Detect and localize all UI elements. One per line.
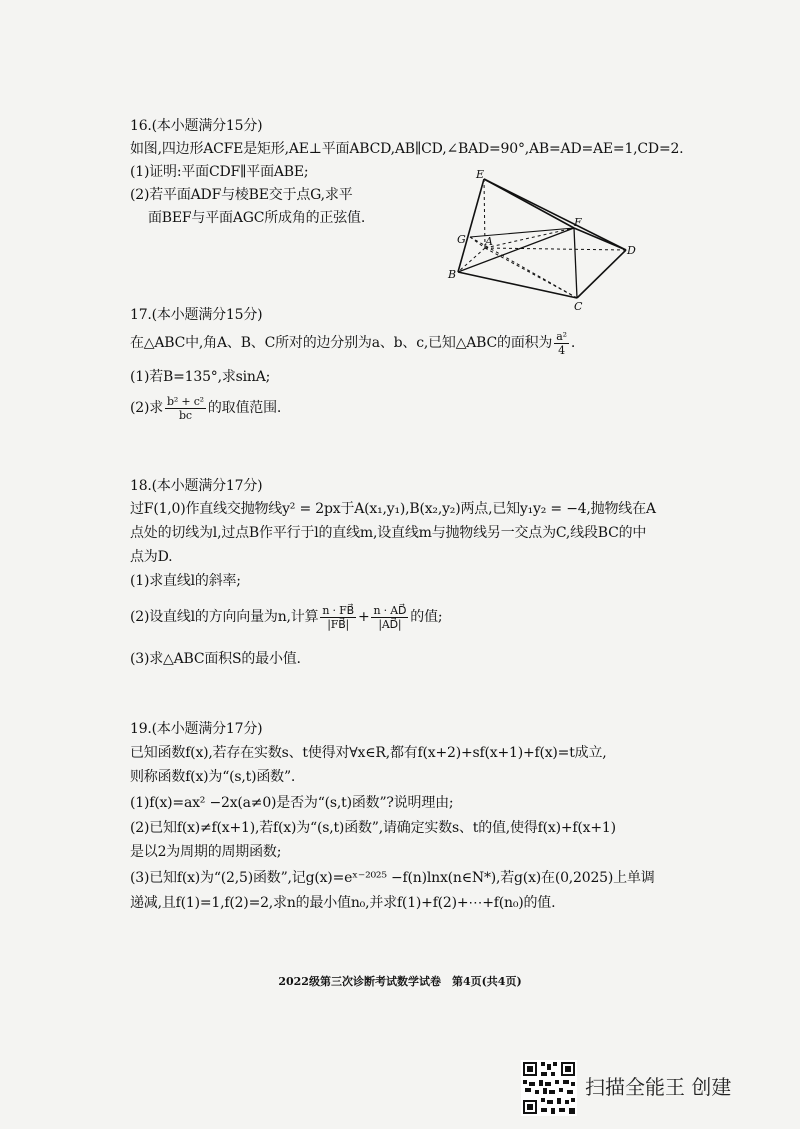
q18-stem-line2: 点处的切线为l,过点B作平行于l的直线m,设直线m与抛物线另一交点为C,线段BC的中: [130, 525, 647, 541]
q19-part3-line1: (3)已知f(x)为“(2,5)函数”,记g(x)=eˣ⁻²⁰²⁵ −f(n)lnx(n∈N*),若g(x)在(0,2025)上单调: [130, 870, 655, 886]
page-footer: 2022级第三次诊断考试数学试卷 第4页(共4页): [278, 975, 522, 988]
label-a: A: [485, 235, 493, 248]
q18-part2-end: 的值;: [410, 609, 443, 625]
q19-heading: 19.(本小题满分17分): [130, 721, 263, 737]
q18-stem-line1: 过F(1,0)作直线交抛物线y² = 2px于A(x₁,y₁),B(x₂,y₂)两点,已知y₁y₂ = −4,抛物线在A: [130, 501, 656, 517]
edge-fd: [574, 228, 626, 250]
edge-fc: [574, 228, 577, 298]
q18-frac1-den: |FB⃗|: [327, 617, 350, 631]
q19-stem-line1: 已知函数f(x),若存在实数s、t使得对∀x∈R,都有f(x+2)+sf(x+1)+f(x)=t成立,: [130, 745, 607, 761]
q18-part1: (1)求直线l的斜率;: [130, 573, 241, 589]
q16-part2-line2: 面BEF与平面AGC所成角的正弦值.: [148, 210, 366, 226]
label-g: G: [457, 233, 466, 246]
q17-area-num: a²: [556, 329, 567, 343]
q17-part2-num: b² + c²: [167, 394, 204, 408]
q19-part2-line1: (2)已知f(x)≠f(x+1),若f(x)为“(s,t)函数”,请确定实数s、t的值,使得f(x)+f(x+1): [130, 820, 616, 836]
edge-ed: [484, 179, 626, 250]
q19-part2-line2: 是以2为周期的周期函数;: [130, 844, 282, 860]
q17-area-den: 4: [558, 343, 565, 357]
q17-stem-text: 在△ABC中,角A、B、C所对的边分别为a、b、c,已知△ABC的面积为: [130, 335, 553, 351]
q18-part3: (3)求△ABC面积S的最小值.: [130, 651, 301, 667]
q18-frac1: [320, 604, 356, 631]
q18-frac1-num: n · FB⃗: [322, 603, 354, 617]
label-e: E: [476, 168, 485, 181]
q16-stem: 如图,四边形ACFE是矩形,AE⊥平面ABCD,AB∥CD,∠BAD=90°,AB=AD=AE=1,CD=2.: [130, 141, 684, 157]
q17-stem: [130, 328, 575, 358]
label-b: B: [448, 268, 457, 281]
q18-heading: 18.(本小题满分17分): [130, 478, 263, 494]
edge-bc: [458, 272, 577, 298]
q16-part2-line1: (2)若平面ADF与棱BE交于点G,求平: [130, 187, 353, 203]
q17-part1: (1)若B=135°,求sinA;: [130, 369, 271, 385]
hidden-ac: [485, 248, 577, 298]
q16-heading: 16.(本小题满分15分): [130, 118, 263, 134]
q19-stem-line2: 则称函数f(x)为“(s,t)函数”.: [130, 769, 296, 785]
q17-part2-end: 的取值范围.: [207, 400, 282, 416]
q16-geometry-figure: [440, 165, 650, 315]
label-c: C: [574, 300, 583, 313]
q17-part2-den: bc: [179, 408, 192, 422]
qr-code-icon: [521, 1060, 577, 1116]
edge-cd: [577, 250, 626, 298]
q19-part1: (1)f(x)=ax² −2x(a≠0)是否为“(s,t)函数”?说明理由;: [130, 795, 454, 811]
edge-bf: [458, 228, 574, 272]
q17-area-fraction: [554, 330, 569, 357]
label-d: D: [627, 244, 636, 257]
q17-part2-text: (2)求: [130, 400, 164, 416]
q18-frac2-num: n · AD⃗: [373, 603, 407, 617]
q18-stem-line3: 点为D.: [130, 549, 173, 565]
q18-plus: +: [357, 609, 370, 625]
watermark-text: 扫描全能王 创建: [585, 1075, 732, 1099]
q17-part2: [130, 393, 281, 423]
hidden-ad: [485, 248, 626, 250]
q18-part2-text: (2)设直线l的方向向量为n,计算: [130, 609, 319, 625]
q19-part3-line2: 递减,且f(1)=1,f(2)=2,求n的最小值n₀,并求f(1)+f(2)+⋯+f(n₀)的值.: [130, 895, 556, 911]
q17-part2-fraction: [165, 395, 206, 422]
edge-eb: [458, 179, 484, 272]
label-f: F: [574, 216, 582, 229]
q18-frac2: [371, 604, 408, 631]
q18-part2: [130, 600, 442, 634]
q18-frac2-den: |AD⃗|: [378, 617, 402, 631]
q16-part1: (1)证明:平面CDF∥平面ABE;: [130, 164, 309, 180]
q17-stem-end: .: [570, 335, 576, 351]
q17-heading: 17.(本小题满分15分): [130, 307, 263, 323]
